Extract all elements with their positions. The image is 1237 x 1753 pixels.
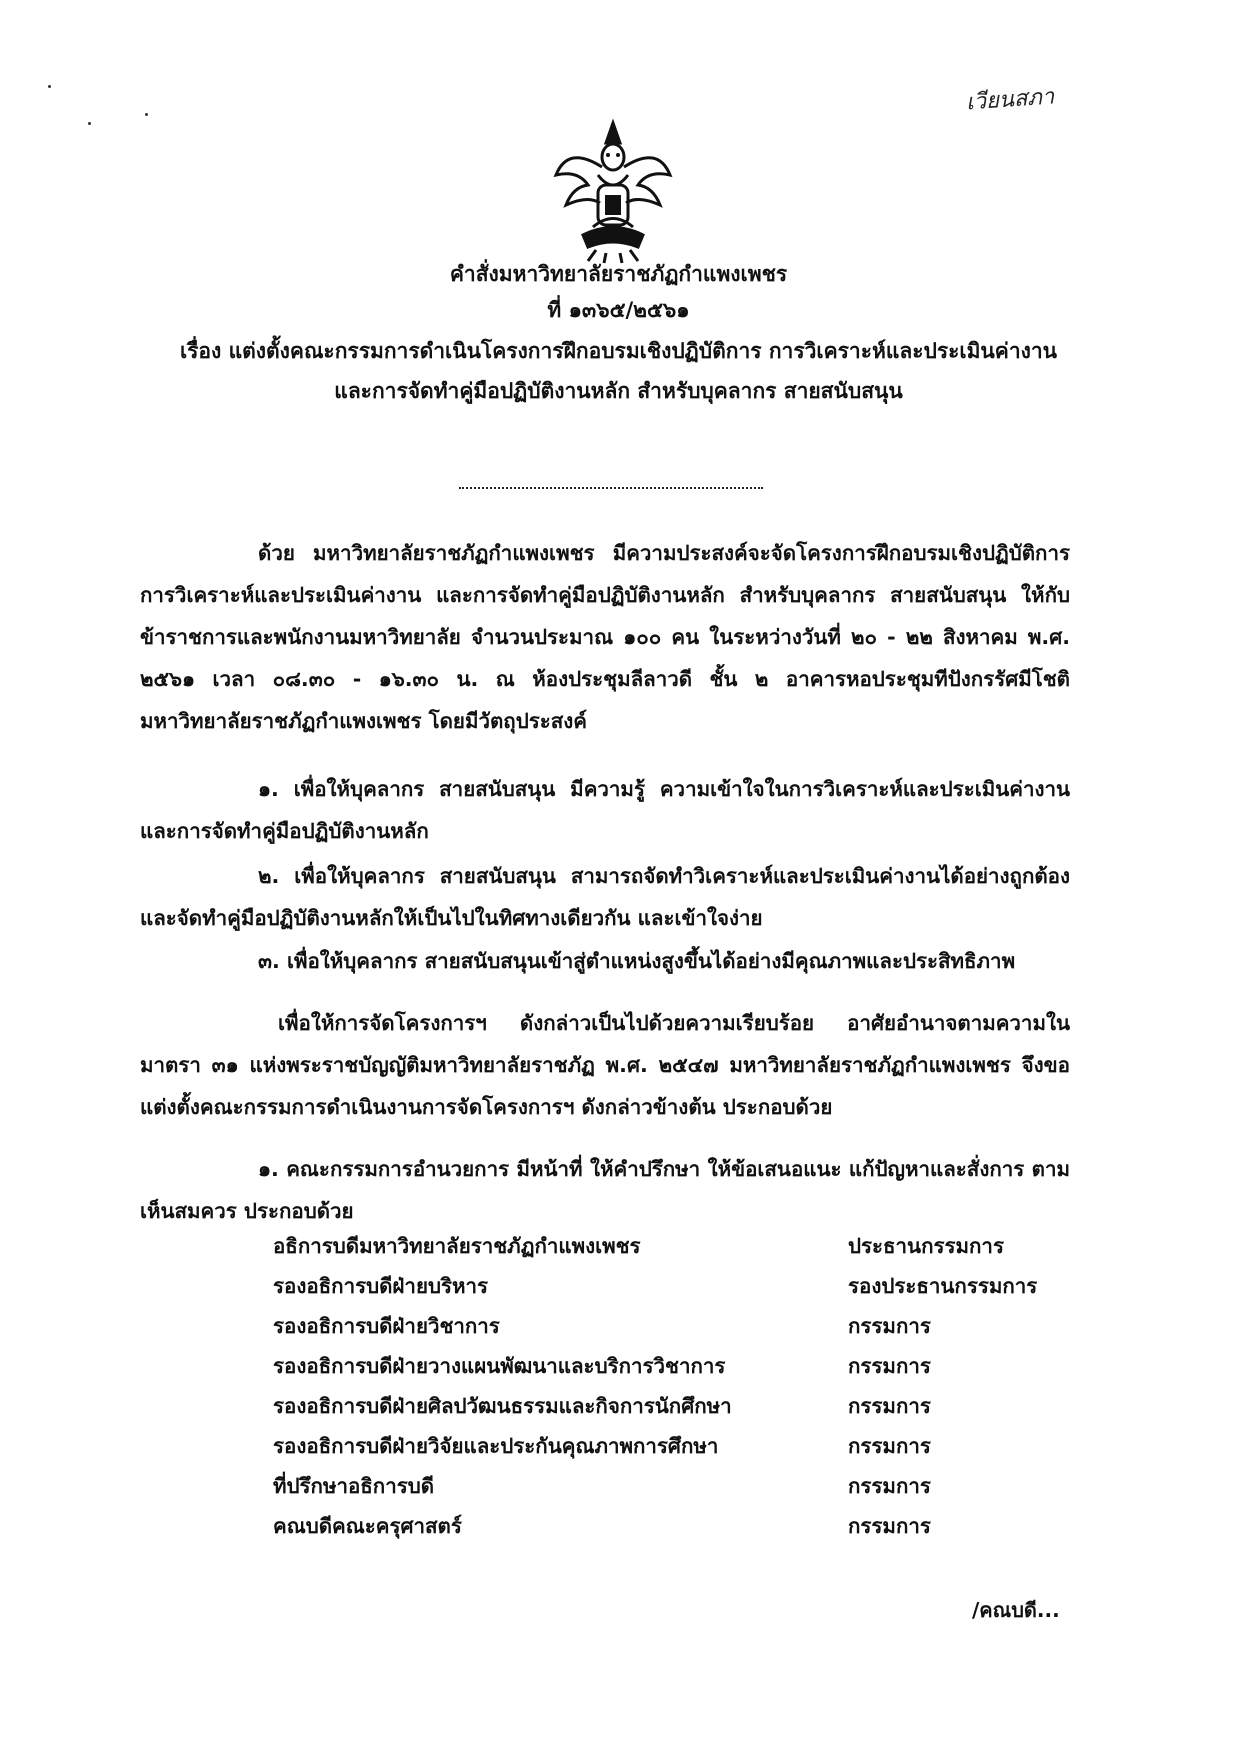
member-role: ประธานกรรมการ [848, 1234, 1004, 1258]
member-row [273, 1430, 1073, 1470]
member-row [273, 1350, 1073, 1390]
member-row [273, 1270, 1073, 1310]
member-name: อธิการบดีมหาวิทยาลัยราชภัฏกำแพงเพชร [273, 1234, 641, 1258]
objective-1: ๑. เพื่อให้บุคลากร สายสนับสนุน มีความรู้ ความเข้าใจในการวิเคราะห์และประเมินค่างาน และการจัดทำคู่มือปฏิบัติงานหลัก [140, 777, 1070, 843]
intro-paragraph [140, 532, 1070, 742]
member-name: รองอธิการบดีฝ่ายบริหาร [273, 1274, 489, 1298]
objective-2: ๒. เพื่อให้บุคลากร สายสนับสนุน สามารถจัดทำวิเคราะห์และประเมินค่างานได้อย่างถูกต้อง และจัดทำคู่มือปฏิบัติงานหลักให้เป็นไปในทิศทางเดียวกัน และเข้าใจง่าย [140, 864, 1070, 930]
authority-paragraph: เพื่อให้การจัดโครงการฯ ดังกล่าวเป็นไปด้วยความเรียบร้อย อาศัยอำนาจตามความในมาตรา ๓๑ แห่งพระราชบัญญัติมหาวิทยาลัยราชภัฏ พ.ศ. ๒๕๔๗ มหาวิทยาลัยราชภัฏกำแพงเพชร จึงขอแต่งตั้งคณะกรรมการดำเนินงานการจัดโครงการฯ ดังกล่าวข้างต้น ประกอบด้วย [140, 1011, 1070, 1119]
member-role: กรรมการ [848, 1394, 931, 1418]
member-name: คณบดีคณะครุศาสตร์ [273, 1514, 462, 1538]
scan-speck [48, 85, 51, 88]
member-row [273, 1390, 1073, 1430]
member-row [273, 1510, 1073, 1550]
objective-3: ๓. เพื่อให้บุคลากร สายสนับสนุนเข้าสู่ตำแหน่งสูงขึ้นได้อย่างมีคุณภาพและประสิทธิภาพ [258, 949, 1016, 973]
member-role: รองประธานกรรมการ [848, 1274, 1038, 1298]
member-role: กรรมการ [848, 1434, 931, 1458]
member-role: กรรมการ [848, 1354, 931, 1378]
subject-line-2: และการจัดทำคู่มือปฏิบัติงานหลัก สำหรับบุคลากร สายสนับสนุน [334, 379, 903, 403]
member-name: รองอธิการบดีฝ่ายวางแผนพัฒนาและบริการวิชาการ [273, 1354, 726, 1378]
order-title: คำสั่งมหาวิทยาลัยราชภัฏกำแพงเพชร [449, 262, 788, 286]
member-role: กรรมการ [848, 1514, 931, 1538]
scan-speck [145, 113, 148, 116]
committee-heading: ๑. คณะกรรมการอำนวยการ มีหน้าที่ ให้คำปรึกษา ให้ข้อเสนอแนะ แก้ปัญหาและสั่งการ ตามเห็นสมควร ประกอบด้วย [140, 1157, 1070, 1223]
garuda-emblem-icon [548, 115, 678, 265]
handwritten-stamp: เวียนสภา [965, 84, 1055, 116]
intro-text: ด้วย มหาวิทยาลัยราชภัฏกำแพงเพชร มีความประสงค์จะจัดโครงการฝึกอบรมเชิงปฏิบัติการ การวิเคราะห์และประเมินค่างาน และการจัดทำคู่มือปฏิบัติงานหลัก สำหรับบุคลากร สายสนับสนุน ให้กับข้าราชการและพนักงานมหาวิทยาลัย จำนวนประมาณ ๑๐๐ คน ในระหว่างวันที่ ๒๐ - ๒๒ สิงหาคม พ.ศ. ๒๕๖๑ เวลา ๐๘.๓๐ - ๑๖.๓๐ น. ณ ห้องประชุมลีลาวดี ชั้น ๒ อาคารหอประชุมทีปังกรรัศมีโชติ มหาวิทยาลัยราชภัฏกำแพงเพชร โดยมีวัตถุประสงค์ [140, 541, 1070, 733]
member-role: กรรมการ [848, 1314, 931, 1338]
member-name: รองอธิการบดีฝ่ายวิจัยและประกันคุณภาพการศึกษา [273, 1434, 719, 1458]
member-row [273, 1470, 1073, 1510]
member-name: ที่ปรึกษาอธิการบดี [273, 1474, 435, 1498]
member-role: กรรมการ [848, 1474, 931, 1498]
page-continuation: /คณบดี... [972, 1598, 1060, 1622]
subject-line-1: เรื่อง แต่งตั้งคณะกรรมการดำเนินโครงการฝึกอบรมเชิงปฏิบัติการ การวิเคราะห์และประเมินค่างาน [179, 339, 1058, 363]
member-row [273, 1230, 1073, 1270]
scan-speck [88, 122, 91, 125]
member-name: รองอธิการบดีฝ่ายวิชาการ [273, 1314, 500, 1338]
order-number: ที่ ๑๓๖๕/๒๕๖๑ [547, 298, 690, 322]
member-name: รองอธิการบดีฝ่ายศิลปวัฒนธรรมและกิจการนักศึกษา [273, 1394, 732, 1418]
member-row [273, 1310, 1073, 1350]
separator-dotted-line [459, 487, 763, 489]
